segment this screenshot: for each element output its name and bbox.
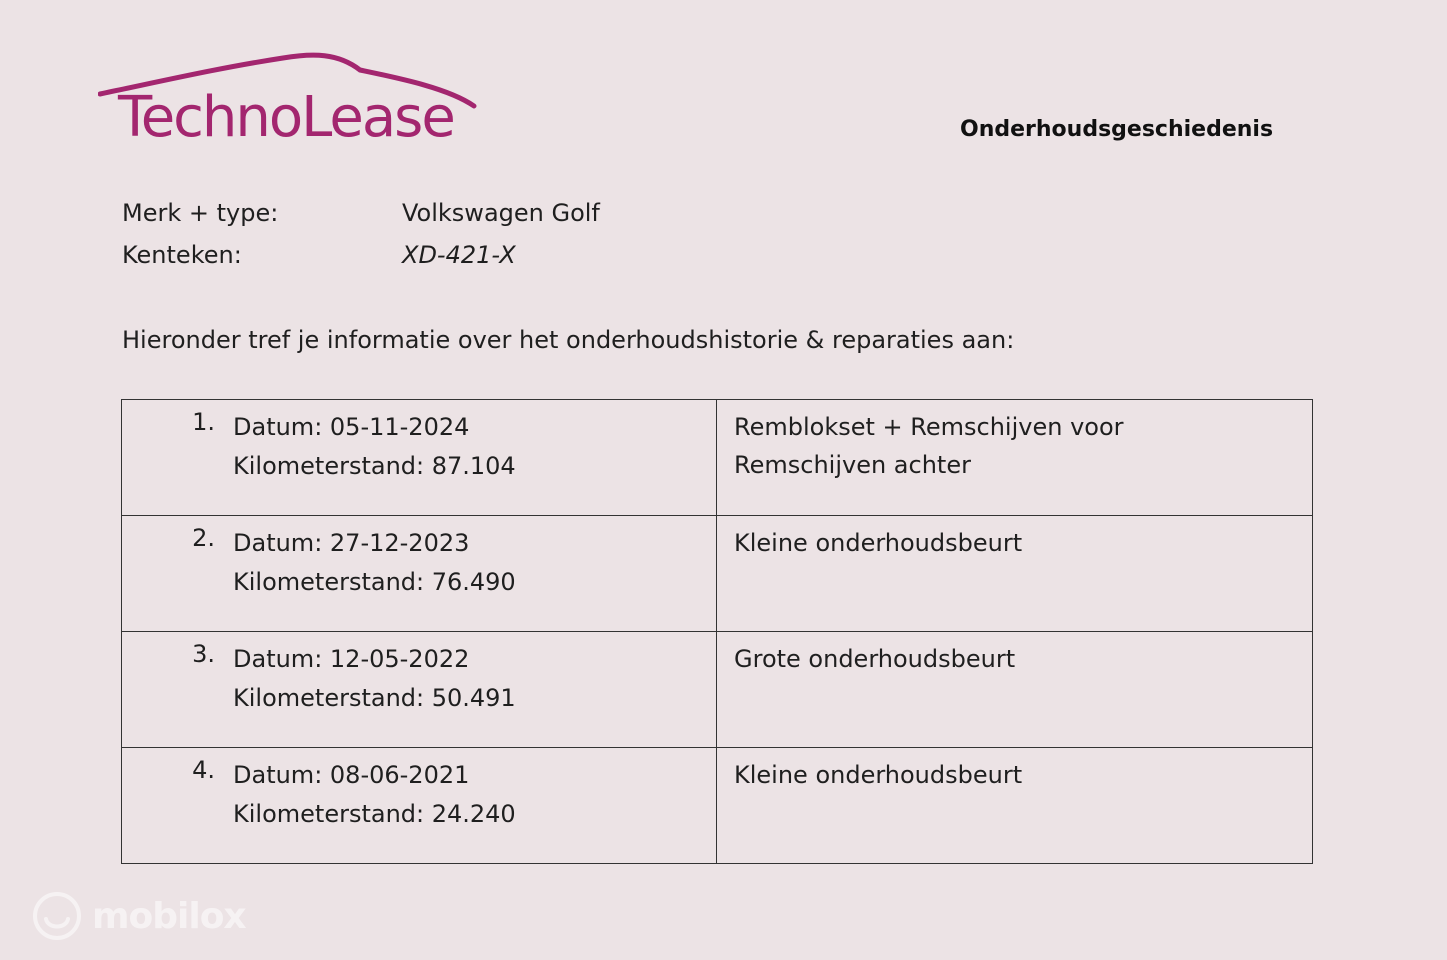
entry-mileage: Kilometerstand: 87.104 [233, 452, 516, 480]
mobilox-watermark [32, 890, 246, 942]
description-cell [717, 400, 1313, 516]
entry-cell [122, 400, 717, 516]
license-plate-value: XD-421-X [402, 241, 516, 269]
entry-description: Remblokset + Remschijven voor [734, 413, 1124, 441]
entry-number: 1. [192, 408, 215, 436]
maintenance-history-table [121, 399, 1313, 864]
description-cell [717, 632, 1313, 748]
intro-text: Hieronder tref je informatie over het onderhoudshistorie & reparaties aan: [122, 326, 1015, 354]
entry-description: Grote onderhoudsbeurt [734, 645, 1016, 673]
make-type-value: Volkswagen Golf [402, 199, 600, 227]
entry-date: Datum: 12-05-2022 [233, 645, 470, 673]
entry-mileage: Kilometerstand: 24.240 [233, 800, 516, 828]
entry-number: 4. [192, 756, 215, 784]
logo-wordmark: TechnoLease [118, 85, 454, 150]
entry-mileage: Kilometerstand: 76.490 [233, 568, 516, 596]
entry-date: Datum: 27-12-2023 [233, 529, 470, 557]
entry-mileage: Kilometerstand: 50.491 [233, 684, 516, 712]
mobilox-logo-icon [32, 891, 82, 941]
entry-date: Datum: 05-11-2024 [233, 413, 470, 441]
entry-date: Datum: 08-06-2021 [233, 761, 470, 789]
table-row [122, 632, 1313, 748]
make-type-label: Merk + type: [122, 199, 279, 227]
entry-cell [122, 748, 717, 864]
entry-cell [122, 516, 717, 632]
entry-cell [122, 632, 717, 748]
entry-number: 3. [192, 640, 215, 668]
description-cell [717, 516, 1313, 632]
table-row [122, 516, 1313, 632]
license-plate-label: Kenteken: [122, 241, 242, 269]
document-title: Onderhoudsgeschiedenis [960, 117, 1274, 142]
entry-description: Kleine onderhoudsbeurt [734, 761, 1023, 789]
entry-description: Remschijven achter [734, 451, 971, 479]
table-row [122, 748, 1313, 864]
description-cell [717, 748, 1313, 864]
technolease-logo [98, 50, 480, 160]
entry-description: Kleine onderhoudsbeurt [734, 529, 1023, 557]
table-row [122, 400, 1313, 516]
watermark-text: mobilox [92, 895, 246, 937]
entry-number: 2. [192, 524, 215, 552]
